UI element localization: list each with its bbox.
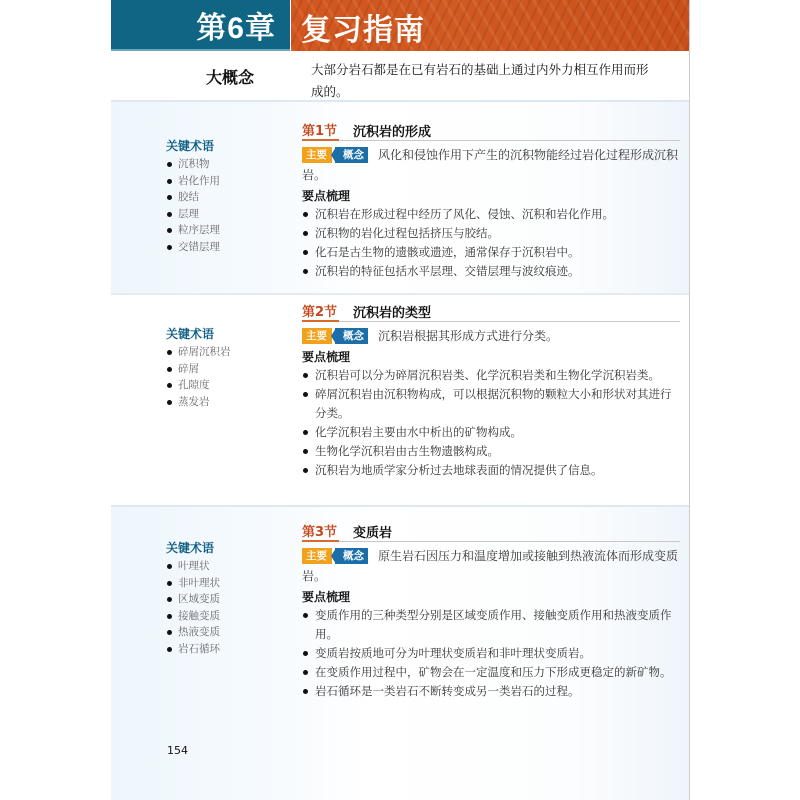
section-number: 第2节 <box>302 301 339 322</box>
key-point: 沉积岩为地质学家分析过去地球表面的情况提供了信息。 <box>302 461 680 480</box>
key-term: 交错层理 <box>166 239 276 256</box>
points-title: 要点梳理 <box>302 189 351 203</box>
key-term: 岩化作用 <box>166 173 276 190</box>
key-point: 沉积物的岩化过程包括挤压与胶结。 <box>302 224 680 243</box>
section-number: 第1节 <box>302 120 339 141</box>
badge-main-label: 主要 <box>302 548 332 564</box>
page-number: 154 <box>167 744 188 757</box>
section-3 <box>302 523 680 701</box>
section-name: 变质岩 <box>353 526 393 541</box>
section-title <box>302 303 680 322</box>
key-term: 非叶理状 <box>166 575 276 592</box>
textbook-page <box>111 0 690 800</box>
key-term: 热液变质 <box>166 624 276 641</box>
main-concept-text: 原生岩石因压力和温度增加或接触到热液流体而形成变质岩。 <box>302 549 679 583</box>
key-point: 沉积岩的特征包括水平层理、交错层理与波纹痕迹。 <box>302 262 680 281</box>
key-point: 化学沉积岩主要由水中析出的矿物构成。 <box>302 423 680 442</box>
key-point: 变质岩按质地可分为叶理状变质岩和非叶理状变质岩。 <box>302 644 680 663</box>
key-terms-list <box>166 156 276 255</box>
key-point: 沉积岩可以分为碎屑沉积岩类、化学沉积岩类和生物化学沉积岩类。 <box>302 366 680 385</box>
main-concept-badge <box>302 147 368 163</box>
key-point: 岩石循环是一类岩石不断转变成另一类岩石的过程。 <box>302 682 680 701</box>
key-term: 区域变质 <box>166 591 276 608</box>
chapter-header <box>111 0 689 51</box>
badge-main-label: 主要 <box>302 147 332 163</box>
key-term: 层理 <box>166 206 276 223</box>
big-concept-text: 大部分岩石都是在已有岩石的基础上通过内外力相互作用而形成的。 <box>311 62 649 99</box>
key-point: 生物化学沉积岩由古生物遗骸构成。 <box>302 442 680 461</box>
main-concept-badge <box>302 328 368 344</box>
key-point: 变质作用的三种类型分别是区域变质作用、接触变质作用和热液变质作用。 <box>302 606 680 644</box>
section-number: 第3节 <box>302 521 339 542</box>
badge-concept-label: 概念 <box>335 548 368 564</box>
section-name: 沉积岩的类型 <box>353 306 432 321</box>
key-terms-2 <box>166 325 276 410</box>
key-point: 碎屑沉积岩由沉积物构成，可以根据沉积物的颗粒大小和形状对其进行分类。 <box>302 385 680 423</box>
big-concept-label: 大概念 <box>206 68 255 87</box>
section-name: 沉积岩的形成 <box>353 125 432 140</box>
key-points-list <box>302 606 680 701</box>
key-term: 岩石循环 <box>166 641 276 658</box>
section-title <box>302 523 680 542</box>
key-terms-1 <box>166 137 276 255</box>
key-term: 碎屑 <box>166 361 276 378</box>
main-concept <box>302 326 680 346</box>
main-concept <box>302 546 680 586</box>
section-2 <box>302 303 680 480</box>
key-points-list <box>302 366 680 480</box>
key-term: 孔隙度 <box>166 377 276 394</box>
key-term: 碎屑沉积岩 <box>166 344 276 361</box>
section-3-panel <box>111 505 689 800</box>
main-concept-text: 风化和侵蚀作用下产生的沉积物能经过岩化过程形成沉积岩。 <box>302 148 679 182</box>
key-term: 沉积物 <box>166 156 276 173</box>
key-term: 粒序层理 <box>166 222 276 239</box>
badge-concept-label: 概念 <box>335 147 368 163</box>
chapter-title-block <box>291 0 689 51</box>
key-terms-list <box>166 344 276 410</box>
chapter-number-block <box>111 0 290 51</box>
points-title: 要点梳理 <box>302 350 351 364</box>
badge-concept-label: 概念 <box>335 328 368 344</box>
section-1-panel <box>111 100 689 293</box>
key-point: 化石是古生物的遗骸或遗迹，通常保存于沉积岩中。 <box>302 243 680 262</box>
points-title: 要点梳理 <box>302 590 351 604</box>
key-terms-title: 关键术语 <box>166 327 215 341</box>
badge-main-label: 主要 <box>302 328 332 344</box>
key-point: 在变质作用过程中，矿物会在一定温度和压力下形成更稳定的新矿物。 <box>302 663 680 682</box>
section-title <box>302 122 680 141</box>
main-concept-text: 沉积岩根据其形成方式进行分类。 <box>378 329 559 343</box>
key-term: 胶结 <box>166 189 276 206</box>
key-term: 叶理状 <box>166 558 276 575</box>
main-concept-badge <box>302 548 368 564</box>
chapter-number: 第6章 <box>196 12 276 45</box>
chapter-title: 复习指南 <box>301 13 425 48</box>
key-points-list <box>302 205 680 281</box>
section-1 <box>302 122 680 281</box>
key-term: 蒸发岩 <box>166 394 276 411</box>
key-term: 接触变质 <box>166 608 276 625</box>
key-terms-list <box>166 558 276 657</box>
key-terms-title: 关键术语 <box>166 541 215 555</box>
main-concept <box>302 145 680 185</box>
key-point: 沉积岩在形成过程中经历了风化、侵蚀、沉积和岩化作用。 <box>302 205 680 224</box>
key-terms-title: 关键术语 <box>166 139 215 153</box>
section-2-panel <box>111 293 689 505</box>
key-terms-3 <box>166 539 276 657</box>
